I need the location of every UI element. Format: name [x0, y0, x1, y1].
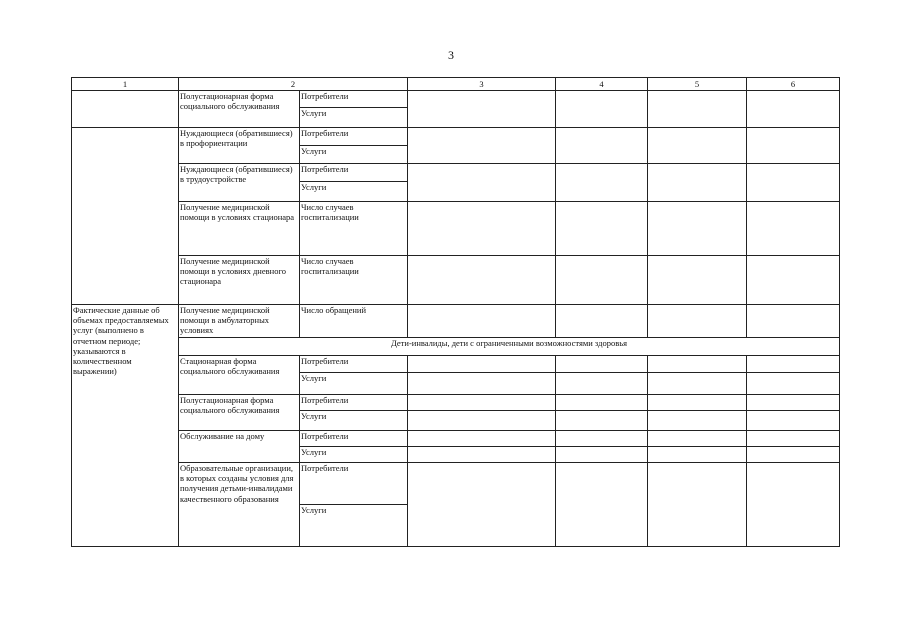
value-cell	[648, 431, 747, 447]
value-cell	[648, 128, 747, 164]
value-cell	[556, 463, 648, 547]
value-cell	[747, 447, 840, 463]
value-cell	[648, 305, 747, 338]
value-cell	[408, 356, 556, 373]
value-cell	[648, 463, 747, 547]
header-col-1: 1	[72, 78, 179, 91]
service-name: Обслуживание на дому	[179, 431, 300, 463]
header-col-3: 3	[408, 78, 556, 91]
value-cell	[556, 431, 648, 447]
value-cell	[408, 202, 556, 256]
value-cell	[747, 202, 840, 256]
value-cell	[556, 128, 648, 164]
value-cell	[747, 128, 840, 164]
metric-consumers: Потребители	[300, 463, 408, 505]
value-cell	[408, 463, 556, 547]
value-cell	[408, 128, 556, 164]
metric-consumers: Потребители	[300, 128, 408, 146]
table-row	[72, 164, 840, 182]
value-cell	[648, 91, 747, 128]
service-name: Нуждающиеся (обратившиеся) в трудоустройстве	[179, 164, 300, 202]
value-cell	[648, 411, 747, 431]
service-name: Образовательные организации, в которых созданы условия для получения детьми-инвалидами качественного образования	[179, 463, 300, 547]
category-cell-empty	[72, 128, 179, 305]
value-cell	[556, 305, 648, 338]
value-cell	[747, 431, 840, 447]
value-cell	[648, 373, 747, 395]
metric-services: Услуги	[300, 373, 408, 395]
service-name: Стационарная форма социального обслуживания	[179, 356, 300, 395]
value-cell	[648, 256, 747, 305]
value-cell	[408, 256, 556, 305]
value-cell	[408, 447, 556, 463]
value-cell	[747, 91, 840, 128]
value-cell	[747, 256, 840, 305]
metric-services: Услуги	[300, 108, 408, 128]
value-cell	[408, 395, 556, 411]
service-name: Получение медицинской помощи в условиях дневного стационара	[179, 256, 300, 305]
metric-consumers: Потребители	[300, 356, 408, 373]
value-cell	[408, 305, 556, 338]
value-cell	[408, 411, 556, 431]
value-cell	[556, 411, 648, 431]
service-name: Нуждающиеся (обратившиеся) в профориентации	[179, 128, 300, 164]
value-cell	[648, 395, 747, 411]
header-col-5: 5	[648, 78, 747, 91]
metric-services: Услуги	[300, 146, 408, 164]
table-row	[72, 256, 840, 305]
metric-services: Услуги	[300, 505, 408, 547]
value-cell	[408, 164, 556, 202]
value-cell	[747, 395, 840, 411]
value-cell	[747, 463, 840, 547]
category-label: Фактические данные об объемах предоставляемых услуг (выполнено в отчетном периоде; указываются в количественном выражении)	[72, 305, 179, 547]
table-row	[72, 463, 840, 505]
metric-services: Услуги	[300, 447, 408, 463]
page-number: 3	[448, 48, 454, 62]
value-cell	[648, 356, 747, 373]
value-cell	[648, 447, 747, 463]
table-row	[72, 128, 840, 146]
table-row	[72, 356, 840, 373]
header-col-4: 4	[556, 78, 648, 91]
metric-services: Услуги	[300, 182, 408, 202]
value-cell	[747, 164, 840, 202]
value-cell	[556, 395, 648, 411]
service-name: Полустационарная форма социального обслуживания	[179, 91, 300, 128]
service-name: Получение медицинской помощи в амбулаторных условиях	[179, 305, 300, 338]
section-subheader: Дети-инвалиды, дети с ограниченными возможностями здоровья	[179, 338, 840, 356]
value-cell	[408, 373, 556, 395]
value-cell	[747, 411, 840, 431]
value-cell	[747, 305, 840, 338]
report-table	[71, 77, 840, 547]
value-cell	[556, 256, 648, 305]
value-cell	[747, 356, 840, 373]
metric-hospitalization: Число случаев госпитализации	[300, 256, 408, 305]
metric-consumers: Потребители	[300, 91, 408, 108]
value-cell	[408, 91, 556, 128]
metric-consumers: Потребители	[300, 395, 408, 411]
metric-appeals: Число обращений	[300, 305, 408, 338]
metric-services: Услуги	[300, 411, 408, 431]
table-row	[72, 91, 840, 108]
value-cell	[556, 164, 648, 202]
value-cell	[648, 164, 747, 202]
value-cell	[556, 202, 648, 256]
header-col-6: 6	[747, 78, 840, 91]
service-name: Получение медицинской помощи в условиях стационара	[179, 202, 300, 256]
table-row	[72, 305, 840, 338]
header-col-2: 2	[179, 78, 408, 91]
value-cell	[648, 202, 747, 256]
table-row	[72, 431, 840, 447]
category-cell-empty	[72, 91, 179, 128]
metric-consumers: Потребители	[300, 431, 408, 447]
value-cell	[747, 373, 840, 395]
service-name: Полустационарная форма социального обслуживания	[179, 395, 300, 431]
header-row	[72, 78, 840, 91]
table-row	[72, 202, 840, 256]
value-cell	[556, 373, 648, 395]
value-cell	[556, 447, 648, 463]
table-row	[72, 395, 840, 411]
value-cell	[408, 431, 556, 447]
table-row	[72, 338, 840, 356]
metric-hospitalization: Число случаев госпитализации	[300, 202, 408, 256]
value-cell	[556, 91, 648, 128]
metric-consumers: Потребители	[300, 164, 408, 182]
value-cell	[556, 356, 648, 373]
